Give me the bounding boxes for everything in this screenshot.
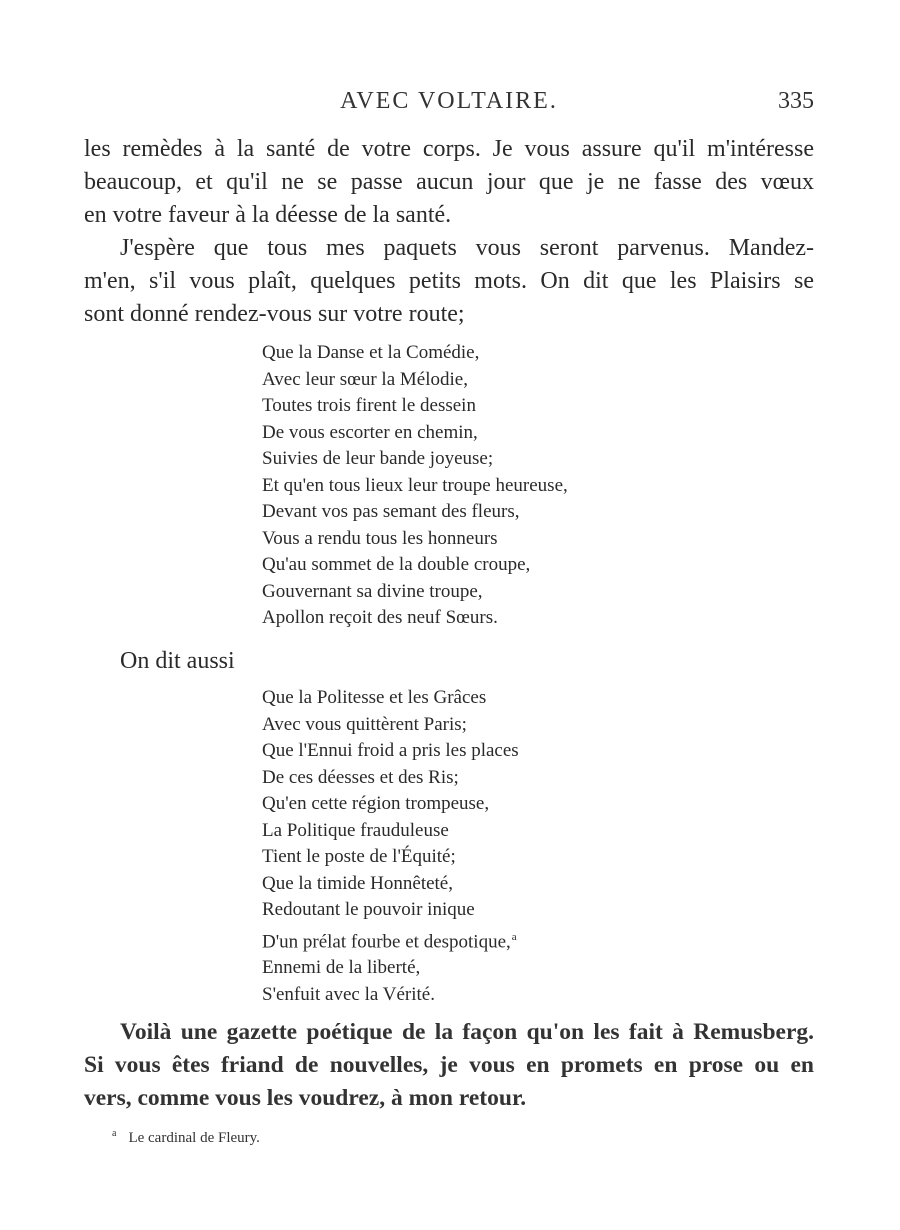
footnote bbox=[112, 1128, 260, 1147]
verse-line: Et qu'en tous lieux leur troupe heureuse, bbox=[262, 474, 568, 496]
on-dit-aussi: On dit aussi bbox=[120, 648, 235, 674]
text-line: Si vous êtes friand de nouvelles, je vous en promets en prose ou en bbox=[84, 1052, 814, 1078]
verse-line: De vous escorter en chemin, bbox=[262, 421, 478, 443]
verse-line: S'enfuit avec la Vérité. bbox=[262, 983, 435, 1005]
verse-line-text: D'un prélat fourbe et despotique, bbox=[262, 930, 511, 952]
verse-line: Avec leur sœur la Mélodie, bbox=[262, 368, 468, 390]
verse-line: Gouvernant sa divine troupe, bbox=[262, 580, 483, 602]
paragraph-3 bbox=[84, 1016, 814, 1115]
text-line: les remèdes à la santé de votre corps. Je vous assure qu'il m'intéresse bbox=[84, 136, 814, 162]
text-line: J'espère que tous mes paquets vous seront parvenus. Mandez- bbox=[120, 235, 814, 261]
verse-line: Que la Danse et la Comédie, bbox=[262, 342, 480, 363]
text-line: m'en, s'il vous plaît, quelques petits mots. On dit que les Plaisirs se bbox=[84, 268, 814, 294]
page-number: 335 bbox=[778, 88, 814, 114]
verse-line: Toutes trois firent le dessein bbox=[262, 395, 476, 416]
footnote-text: Le cardinal de Fleury. bbox=[128, 1130, 260, 1146]
verse-line: Devant vos pas semant des fleurs, bbox=[262, 501, 520, 522]
verse-line: Tient le poste de l'Équité; bbox=[262, 846, 456, 867]
text-line: beaucoup, et qu'il ne se passe aucun jour que je ne fasse des vœux bbox=[84, 169, 814, 195]
verse-line: De ces déesses et des Ris; bbox=[262, 766, 459, 788]
verse-line: Redoutant le pouvoir inique bbox=[262, 899, 475, 920]
running-title: AVEC VOLTAIRE. bbox=[340, 88, 558, 114]
verse-line: Vous a rendu tous les honneurs bbox=[262, 527, 498, 549]
footnote-reference: a bbox=[511, 930, 517, 943]
running-head bbox=[84, 88, 814, 120]
paragraph-2 bbox=[84, 232, 814, 331]
footnote-mark: a bbox=[112, 1128, 117, 1139]
text-line: sont donné rendez-vous sur votre route; bbox=[84, 301, 465, 327]
paragraph-1 bbox=[84, 133, 814, 232]
text-line: vers, comme vous les voudrez, à mon retour. bbox=[84, 1085, 527, 1111]
verse-line: Qu'en cette région trompeuse, bbox=[262, 793, 490, 814]
verse-line: Que la timide Honnêteté, bbox=[262, 872, 453, 894]
verse-line bbox=[262, 924, 519, 956]
verse-line: La Politique frauduleuse bbox=[262, 819, 449, 841]
verse-line: Ennemi de la liberté, bbox=[262, 957, 421, 979]
verse-line: Qu'au sommet de la double croupe, bbox=[262, 554, 531, 575]
text-line: en votre faveur à la déesse de la santé. bbox=[84, 202, 452, 228]
verse-line: Suivies de leur bande joyeuse; bbox=[262, 448, 494, 469]
text-line: Voilà une gazette poétique de la façon qu'on les fait à Remusberg. bbox=[120, 1019, 814, 1045]
verse-line: Que la Politesse et les Grâces bbox=[262, 687, 487, 708]
verse-stanza-1 bbox=[262, 340, 568, 632]
verse-line: Apollon reçoit des neuf Sœurs. bbox=[262, 607, 498, 628]
verse-line: Avec vous quittèrent Paris; bbox=[262, 713, 467, 735]
verse-line: Que l'Ennui froid a pris les places bbox=[262, 740, 519, 761]
verse-stanza-2 bbox=[262, 685, 519, 1008]
